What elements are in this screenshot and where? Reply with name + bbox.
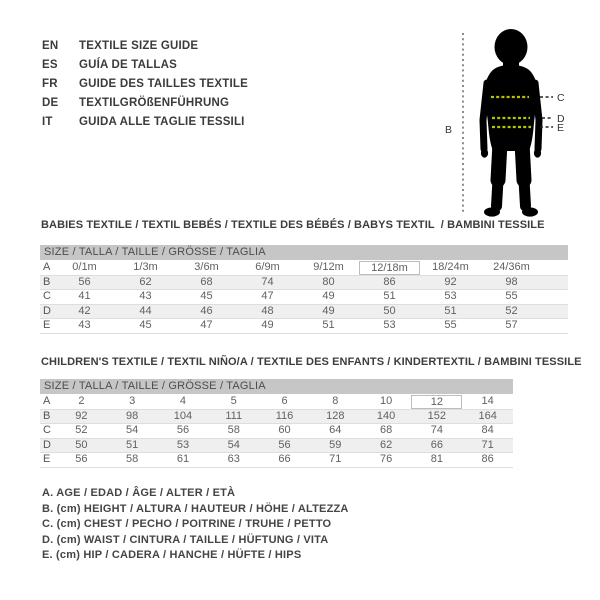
language-code: EN [42,40,59,52]
table-row-b [40,410,513,425]
size-cell: 6/9m [255,261,280,273]
size-cell: 12/18m [359,261,420,275]
size-cell: 50 [383,304,396,317]
size-cell: 4 [179,395,187,407]
size-cell: 49 [322,304,335,317]
language-row [42,113,248,132]
size-header-row: SIZE / TALLA / TAILLE / GRÖSSE / TAGLIA [40,245,568,260]
size-cell: 55 [505,290,518,302]
size-cell: 52 [75,424,88,436]
size-cell: 45 [200,290,213,302]
child-measurement-diagram [440,25,590,225]
size-cell: 0/1m [72,261,97,273]
size-cell: 49 [322,290,335,302]
size-cell: 52 [505,304,518,317]
size-cell: 54 [227,438,240,451]
size-cell: 62 [379,438,393,451]
legend-item-age: A. AGE / EDAD / ÂGE / ALTER / ETÀ [42,487,236,499]
babies-section-title: BABIES TEXTILE / TEXTIL BEBÉS / TEXTILE DES BÉBÉS / BABYS TEXTIL / BAMBINI TESSILE [41,219,545,231]
size-cell: 59 [329,438,342,451]
row-label: C [43,424,51,436]
size-cell: 51 [383,290,396,302]
size-cell: 56 [278,438,291,451]
language-code: FR [42,78,58,90]
size-cell: 47 [200,319,213,331]
size-cell: 86 [481,453,494,465]
size-cell: 74 [430,424,443,436]
size-cell: 45 [139,319,152,331]
size-cell: 68 [200,275,213,288]
size-cell: 44 [139,304,152,317]
size-cell: 53 [176,438,190,451]
size-cell: 24/36m [493,261,530,273]
size-cell: 3/6m [194,261,219,273]
babies-size-table [40,245,568,334]
children-table-body [40,395,513,468]
height-label: B [445,124,453,136]
row-label: E [43,319,51,331]
table-row-d [40,439,513,454]
size-cell: 8 [332,395,339,407]
size-cell: 63 [227,453,240,465]
language-code: IT [42,116,53,128]
size-cell: 14 [481,395,494,407]
child-silhouette-icon [481,29,541,217]
size-cell: 98 [505,275,518,288]
measurement-legend [42,486,349,564]
size-cell: 164 [478,409,497,422]
size-cell: 76 [379,453,393,465]
language-title: GUIDA ALLE TAGLIE TESSILI [79,116,245,128]
size-cell: 60 [278,424,291,436]
row-label: D [43,438,51,451]
table-row-c [40,424,513,439]
size-cell: 53 [383,319,396,331]
size-cell: 152 [427,409,447,422]
children-size-table [40,379,513,468]
size-cell: 54 [126,424,139,436]
size-cell: 74 [261,275,274,288]
size-cell: 56 [75,453,88,465]
row-label: E [43,453,51,465]
size-cell: 47 [261,290,274,302]
row-label: B [43,409,51,422]
size-cell: 104 [173,409,193,422]
children-section-title: CHILDREN'S TEXTILE / TEXTIL NIÑO/A / TEXTILE DES ENFANTS / KINDERTEXTIL / BAMBINI TESSILE [41,356,582,368]
size-cell: 92 [75,409,88,422]
language-row [42,94,248,113]
size-cell: 84 [481,424,494,436]
size-cell: 140 [376,409,396,422]
size-cell: 128 [326,409,345,422]
size-cell: 66 [278,453,291,465]
size-cell: 50 [75,438,88,451]
size-cell: 3 [129,395,136,407]
table-row-c [40,290,568,305]
language-row [42,37,248,56]
size-cell: 18/24m [432,261,469,273]
legend-item-waist: D. (cm) WAIST / CINTURA / TAILLE / HÜFTUNG / VITA [42,533,329,546]
chest-label: C [557,92,565,104]
size-cell: 71 [481,438,494,451]
size-cell: 58 [126,453,139,465]
size-cell: 53 [444,290,457,302]
size-cell: 49 [261,319,274,331]
babies-table-body [40,261,568,334]
size-cell: 51 [444,304,457,317]
hip-label: E [557,122,565,134]
size-cell: 111 [225,409,243,422]
size-cell: 71 [329,453,342,465]
table-row-a [40,395,513,410]
language-code: DE [42,97,59,109]
language-title: TEXTILGRÖßENFÜHRUNG [79,97,230,109]
size-cell: 42 [78,304,91,317]
table-row-e [40,453,513,468]
size-cell: 55 [444,319,457,331]
language-title: GUÍA DE TALLAS [79,59,177,71]
size-cell: 10 [379,395,393,407]
size-cell: 9/12m [313,261,344,273]
size-cell: 2 [78,395,85,407]
size-cell: 51 [322,319,335,331]
language-row [42,56,248,75]
size-cell: 1/3m [133,261,158,273]
size-header-row: SIZE / TALLA / TAILLE / GRÖSSE / TAGLIA [40,379,513,394]
language-title: GUIDE DES TAILLES TEXTILE [79,78,248,90]
size-cell: 92 [444,275,457,288]
size-cell: 66 [430,438,443,451]
size-cell: 48 [261,304,274,317]
language-list [42,37,248,132]
size-cell: 56 [176,424,190,436]
row-label: C [43,290,51,302]
waist-label: D [557,113,565,125]
table-row-e [40,319,568,334]
size-cell: 41 [78,290,91,302]
size-cell: 98 [126,409,139,422]
size-cell: 80 [322,275,335,288]
row-label: A [43,261,51,273]
size-cell: 43 [78,319,91,331]
size-cell: 6 [281,395,288,407]
row-label: A [43,395,51,407]
size-cell: 46 [200,304,213,317]
language-title: TEXTILE SIZE GUIDE [79,40,199,52]
language-code: ES [42,59,58,71]
size-cell: 12 [411,395,462,409]
size-cell: 116 [275,409,294,422]
legend-item-chest: C. (cm) CHEST / PECHO / POITRINE / TRUHE / PETTO [42,518,332,530]
legend-item-height: B. (cm) HEIGHT / ALTURA / HAUTEUR / HÖHE / ALTEZZA [42,502,349,515]
size-cell: 61 [176,453,190,465]
legend-item-hip: E. (cm) HIP / CADERA / HANCHE / HÜFTE / HIPS [42,549,302,561]
size-cell: 5 [230,395,237,407]
language-row [42,75,248,94]
size-cell: 56 [78,275,91,288]
size-cell: 86 [383,275,396,288]
row-label: D [43,304,51,317]
size-cell: 43 [139,290,152,302]
size-cell: 81 [430,453,443,465]
size-cell: 51 [126,438,139,451]
table-row-b [40,276,568,291]
table-row-d [40,305,568,320]
size-cell: 64 [329,424,342,436]
size-cell: 68 [379,424,393,436]
table-row-a [40,261,568,276]
size-cell: 58 [227,424,240,436]
size-cell: 57 [505,319,518,331]
row-label: B [43,275,51,288]
size-cell: 62 [139,275,152,288]
